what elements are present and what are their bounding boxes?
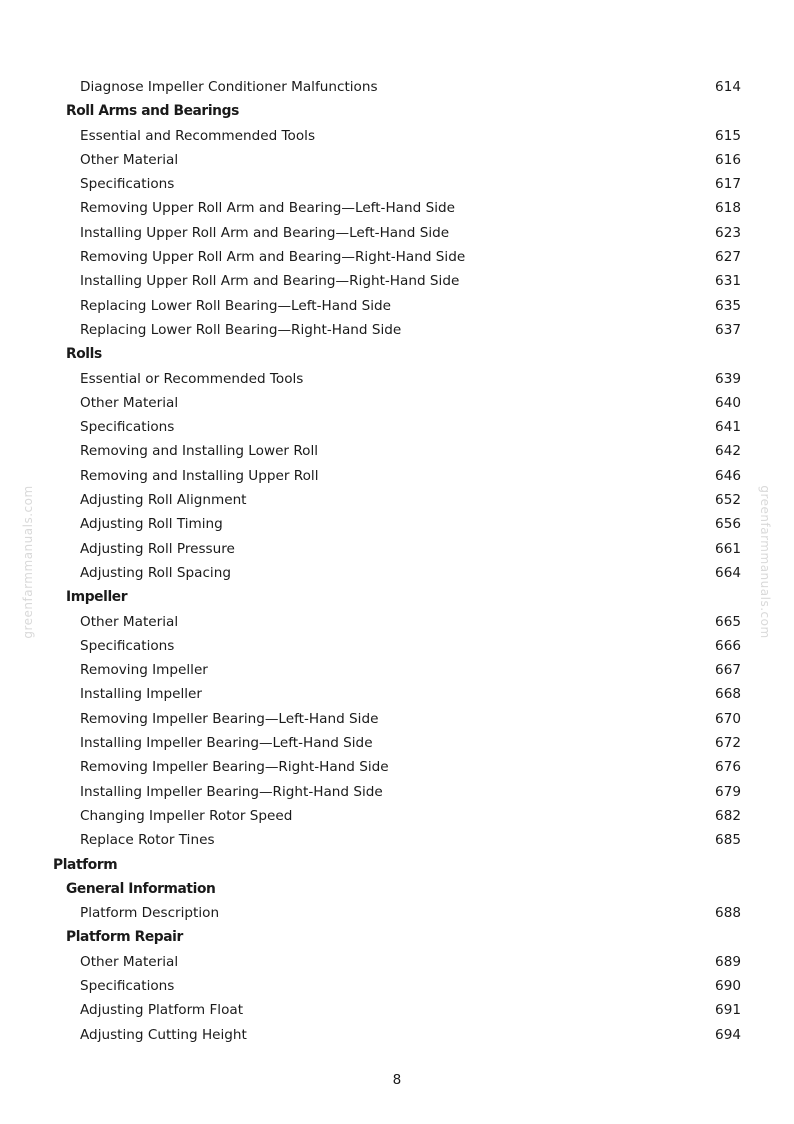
toc-entry[interactable] [0,901,794,925]
toc-entry-title: Removing and Installing Lower Roll [80,443,319,460]
toc-entry-page: 691 [715,1002,741,1019]
toc-entry-title: Removing Upper Roll Arm and Bearing—Left-Hand Side [80,200,455,217]
toc-entry[interactable] [0,269,794,293]
toc-entry-title: Adjusting Roll Pressure [80,540,235,557]
toc-section-heading [0,925,794,949]
toc-entry[interactable] [0,998,794,1022]
toc-entry[interactable] [0,537,794,561]
toc-entry-title: Specifications [80,176,175,193]
toc-entry[interactable] [0,682,794,706]
toc-entry[interactable] [0,196,794,220]
toc-entry[interactable] [0,974,794,998]
toc-entry-title: Installing Impeller [80,686,203,703]
toc-entry[interactable] [0,75,794,99]
toc-entry-page: 640 [715,394,741,411]
toc-entry-page: 646 [715,467,741,484]
toc-entry-page: 667 [715,662,741,679]
toc-entry-title: Rolls [66,346,102,363]
toc-entry-page: 688 [715,905,741,922]
toc-section-heading [0,585,794,609]
toc-entry[interactable] [0,780,794,804]
toc-entry-page: 614 [715,79,741,95]
toc-entry-title: Platform Description [80,905,220,922]
toc-entry[interactable] [0,124,794,148]
toc-entry[interactable] [0,658,794,682]
toc-entry-title: Platform Repair [66,929,183,946]
toc-entry-page: 623 [715,224,741,241]
toc-entry-page: 642 [715,443,741,460]
toc-entry[interactable] [0,148,794,172]
toc-entry-title: Installing Upper Roll Arm and Bearing—Left-Hand Side [80,224,450,241]
toc-entry[interactable] [0,634,794,658]
toc-entry-title: Diagnose Impeller Conditioner Malfunctions [80,79,378,95]
toc-entry-page: 672 [715,735,741,752]
toc-entry-page: 682 [715,807,741,824]
toc-entry-page: 627 [715,249,741,266]
toc-entry-title: Removing Upper Roll Arm and Bearing—Right-Hand Side [80,249,466,266]
toc-entry-title: Adjusting Platform Float [80,1002,244,1019]
toc-entry[interactable] [0,415,794,439]
toc-entry-title: Other Material [80,613,179,630]
toc-entry-title: Other Material [80,953,179,970]
toc-entry[interactable] [0,391,794,415]
toc-entry[interactable] [0,512,794,536]
toc-section-heading [0,99,794,123]
toc-entry-title: Removing Impeller Bearing—Left-Hand Side [80,710,379,727]
toc-entry-page: 679 [715,783,741,800]
toc-entry-page: 664 [715,564,741,581]
toc-entry-title: Installing Upper Roll Arm and Bearing—Right-Hand Side [80,273,460,290]
toc-entry-page: 618 [715,200,741,217]
toc-entry-title: Roll Arms and Bearings [66,103,239,120]
toc-section-heading [0,853,794,877]
toc-entry-title: Replacing Lower Roll Bearing—Left-Hand Side [80,297,392,314]
table-of-contents [0,75,794,1047]
toc-entry[interactable] [0,318,794,342]
toc-entry-page: 639 [715,370,741,387]
toc-entry[interactable] [0,610,794,634]
watermark-left: greenfarmmanuals.com [21,485,35,639]
toc-section-heading [0,877,794,901]
toc-entry-page: 666 [715,637,741,654]
toc-entry-title: Removing Impeller [80,662,208,679]
toc-entry-title: Impeller [66,589,128,606]
toc-entry-page: 637 [715,321,741,338]
toc-entry[interactable] [0,245,794,269]
toc-entry[interactable] [0,707,794,731]
toc-entry-page: 641 [715,419,741,436]
toc-entry-page: 665 [715,613,741,630]
toc-entry-title: Essential or Recommended Tools [80,370,304,387]
toc-entry-page: 617 [715,176,741,193]
toc-entry[interactable] [0,172,794,196]
toc-entry-title: Adjusting Roll Alignment [80,492,247,509]
toc-entry-title: Other Material [80,151,179,168]
toc-entry-title: Removing Impeller Bearing—Right-Hand Side [80,759,389,776]
toc-entry-page: 690 [715,977,741,994]
toc-entry-title: Adjusting Roll Spacing [80,564,231,581]
toc-entry-page: 689 [715,953,741,970]
toc-entry[interactable] [0,950,794,974]
toc-entry[interactable] [0,804,794,828]
toc-entry[interactable] [0,488,794,512]
toc-entry-title: Platform [53,856,118,873]
toc-entry-title: Specifications [80,637,175,654]
toc-entry-page: 668 [715,686,741,703]
toc-entry[interactable] [0,439,794,463]
toc-entry[interactable] [0,464,794,488]
toc-entry-page: 616 [715,151,741,168]
toc-entry-title: Replace Rotor Tines [80,832,215,849]
toc-entry-page: 661 [715,540,741,557]
toc-entry-title: Specifications [80,419,175,436]
toc-entry[interactable] [0,561,794,585]
toc-entry[interactable] [0,367,794,391]
page-number: 8 [392,1072,402,1088]
toc-entry-title: Replacing Lower Roll Bearing—Right-Hand Side [80,321,402,338]
toc-entry-page: 631 [715,273,741,290]
toc-entry-page: 652 [715,492,741,509]
toc-entry-page: 615 [715,127,741,144]
toc-entry-title: Installing Impeller Bearing—Left-Hand Side [80,735,373,752]
toc-entry-title: Removing and Installing Upper Roll [80,467,319,484]
toc-entry[interactable] [0,828,794,852]
toc-entry[interactable] [0,294,794,318]
toc-entry[interactable] [0,221,794,245]
watermark-right: greenfarmmanuals.com [758,485,772,639]
toc-entry-title: Installing Impeller Bearing—Right-Hand Side [80,783,383,800]
toc-entry-title: Specifications [80,977,175,994]
toc-entry-title: General Information [66,880,216,897]
toc-section-heading [0,342,794,366]
toc-entry-page: 676 [715,759,741,776]
toc-entry[interactable] [0,1023,794,1047]
toc-entry-page: 685 [715,832,741,849]
toc-entry[interactable] [0,755,794,779]
toc-entry-title: Essential and Recommended Tools [80,127,316,144]
toc-entry-title: Adjusting Roll Timing [80,516,223,533]
toc-entry-page: 670 [715,710,741,727]
toc-entry-page: 694 [715,1026,741,1043]
toc-entry[interactable] [0,731,794,755]
toc-entry-page: 635 [715,297,741,314]
toc-entry-title: Other Material [80,394,179,411]
toc-entry-title: Adjusting Cutting Height [80,1026,247,1043]
toc-entry-title: Changing Impeller Rotor Speed [80,807,293,824]
toc-entry-page: 656 [715,516,741,533]
